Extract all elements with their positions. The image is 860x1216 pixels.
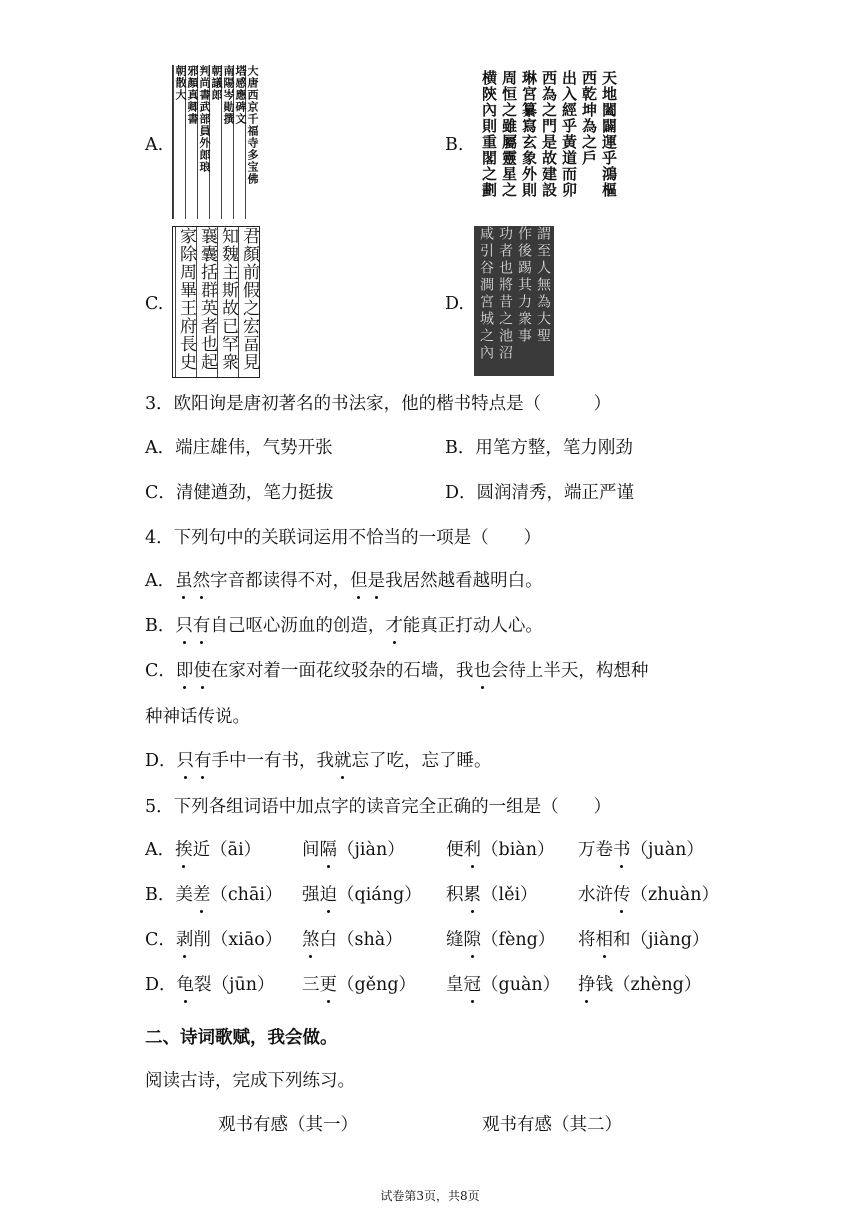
q4-stem: 4．下列句中的关联词运用不恰当的一项是（ ） (145, 528, 542, 548)
q5-item: B．美差（chāi） (145, 885, 283, 905)
q5-item: 便利（biàn） (446, 840, 555, 860)
calligraphy-column: 功者也將昔之池沼 (497, 226, 513, 362)
calligraphy-column: 邪顏真卿書 (185, 65, 198, 219)
calligraphy-column: 南陽岑勛撰 (221, 65, 234, 219)
q4-option-c-line1: C．即使在家对着一面花纹驳杂的石墙，我也会待上半天，构想种 (145, 661, 649, 681)
q5-item: D．龟裂（jūn） (145, 975, 275, 995)
calligraphy-image-d (474, 226, 554, 376)
q3-stem: 3．欧阳询是唐初著名的书法家，他的楷书特点是（ ） (145, 394, 612, 414)
calligraphy-column: 大唐西京千福寺多宝佛 (245, 65, 258, 219)
calligraphy-column: 作後踢其力衆事 (516, 226, 532, 345)
q4-option-d: D．只有手中一有书，我就忘了吃，忘了睡。 (145, 751, 492, 771)
poem-1-title: 观书有感（其一） (218, 1115, 358, 1135)
q5-stem: 5．下列各组词语中加点字的读音完全正确的一组是（ ） (145, 797, 612, 817)
calligraphy-image-b (476, 70, 616, 218)
q5-item: 皇冠（guàn） (446, 975, 561, 995)
calligraphy-column: 琳宮纂寫玄象外則 (520, 70, 538, 198)
q3-option-a: A．端庄雄伟，气势开张 (145, 438, 333, 458)
option-b-label: B. (445, 135, 464, 155)
page-footer: 试卷第3页，共8页 (380, 1189, 480, 1203)
option-c-label: C. (145, 294, 164, 314)
q3-option-c: C．清健遒劲，笔力挺拔 (145, 483, 334, 503)
calligraphy-column: 塔感應碑文 (233, 65, 246, 219)
q5-item: 强迫（qiáng） (302, 885, 422, 905)
calligraphy-column: 判尚書武部員外郎琅 (197, 65, 210, 219)
q4-option-b: B．只有自己呕心沥血的创造，才能真正打动人心。 (145, 616, 543, 636)
calligraphy-column: 天地闔闢運乎鴻樞 (600, 70, 618, 198)
calligraphy-column: 横陝內則重閣之劃 (480, 70, 498, 198)
calligraphy-column: 朝散大 (173, 65, 186, 219)
calligraphy-column: 謂至人無為大聖 (535, 226, 551, 345)
q5-item: 缝隙（fèng） (446, 930, 556, 950)
calligraphy-image-c (172, 226, 260, 378)
q5-item: 积累（lěi） (446, 885, 538, 905)
option-a-label: A. (145, 135, 164, 155)
calligraphy-column: 家除周畢王府長史 (175, 227, 194, 377)
calligraphy-column: 襄囊括群英者也起 (196, 227, 215, 377)
calligraphy-column: 周恒之雖屬靈星之 (500, 70, 518, 198)
q5-item: 间隔（jiàn） (302, 840, 405, 860)
calligraphy-image-a (172, 65, 260, 219)
calligraphy-column: 咸引谷澗宮城之內 (478, 226, 494, 362)
q3-option-b: B．用笔方整，笔力刚劲 (445, 438, 633, 458)
q5-item: 将相和（jiàng） (578, 930, 710, 950)
calligraphy-column: 君顏前假之宏畐見 (238, 227, 257, 377)
q5-item: 挣钱（zhèng） (578, 975, 702, 995)
calligraphy-column: 朝議郎 (209, 65, 222, 219)
calligraphy-column: 知魏主斯故已罕衆 (217, 227, 236, 377)
q5-item: 煞白（shà） (302, 930, 403, 950)
option-d-label: D. (445, 294, 464, 314)
poem-2-title: 观书有感（其二） (482, 1115, 622, 1135)
section-2-instruction: 阅读古诗，完成下列练习。 (145, 1071, 355, 1091)
q5-item: 三更（gěng） (302, 975, 417, 995)
q3-option-d: D．圆润清秀，端正严谨 (445, 483, 635, 503)
q5-item: A．挨近（āi） (145, 840, 262, 860)
calligraphy-column: 西為之門是故建設 (540, 70, 558, 198)
q5-item: C．剥削（xiāo） (145, 930, 283, 950)
q4-option-a: A．虽然字音都读得不对，但是我居然越看越明白。 (145, 571, 543, 591)
q5-item: 水浒传（zhuàn） (578, 885, 719, 905)
calligraphy-column: 西乾坤為之戶 (580, 70, 598, 166)
calligraphy-column: 出入經乎黃道而卯 (560, 70, 578, 198)
q4-option-c-line2: 种神话传说。 (145, 707, 250, 727)
section-2-title: 二、诗词歌赋，我会做。 (145, 1028, 338, 1048)
q5-item: 万卷书（juàn） (578, 840, 704, 860)
